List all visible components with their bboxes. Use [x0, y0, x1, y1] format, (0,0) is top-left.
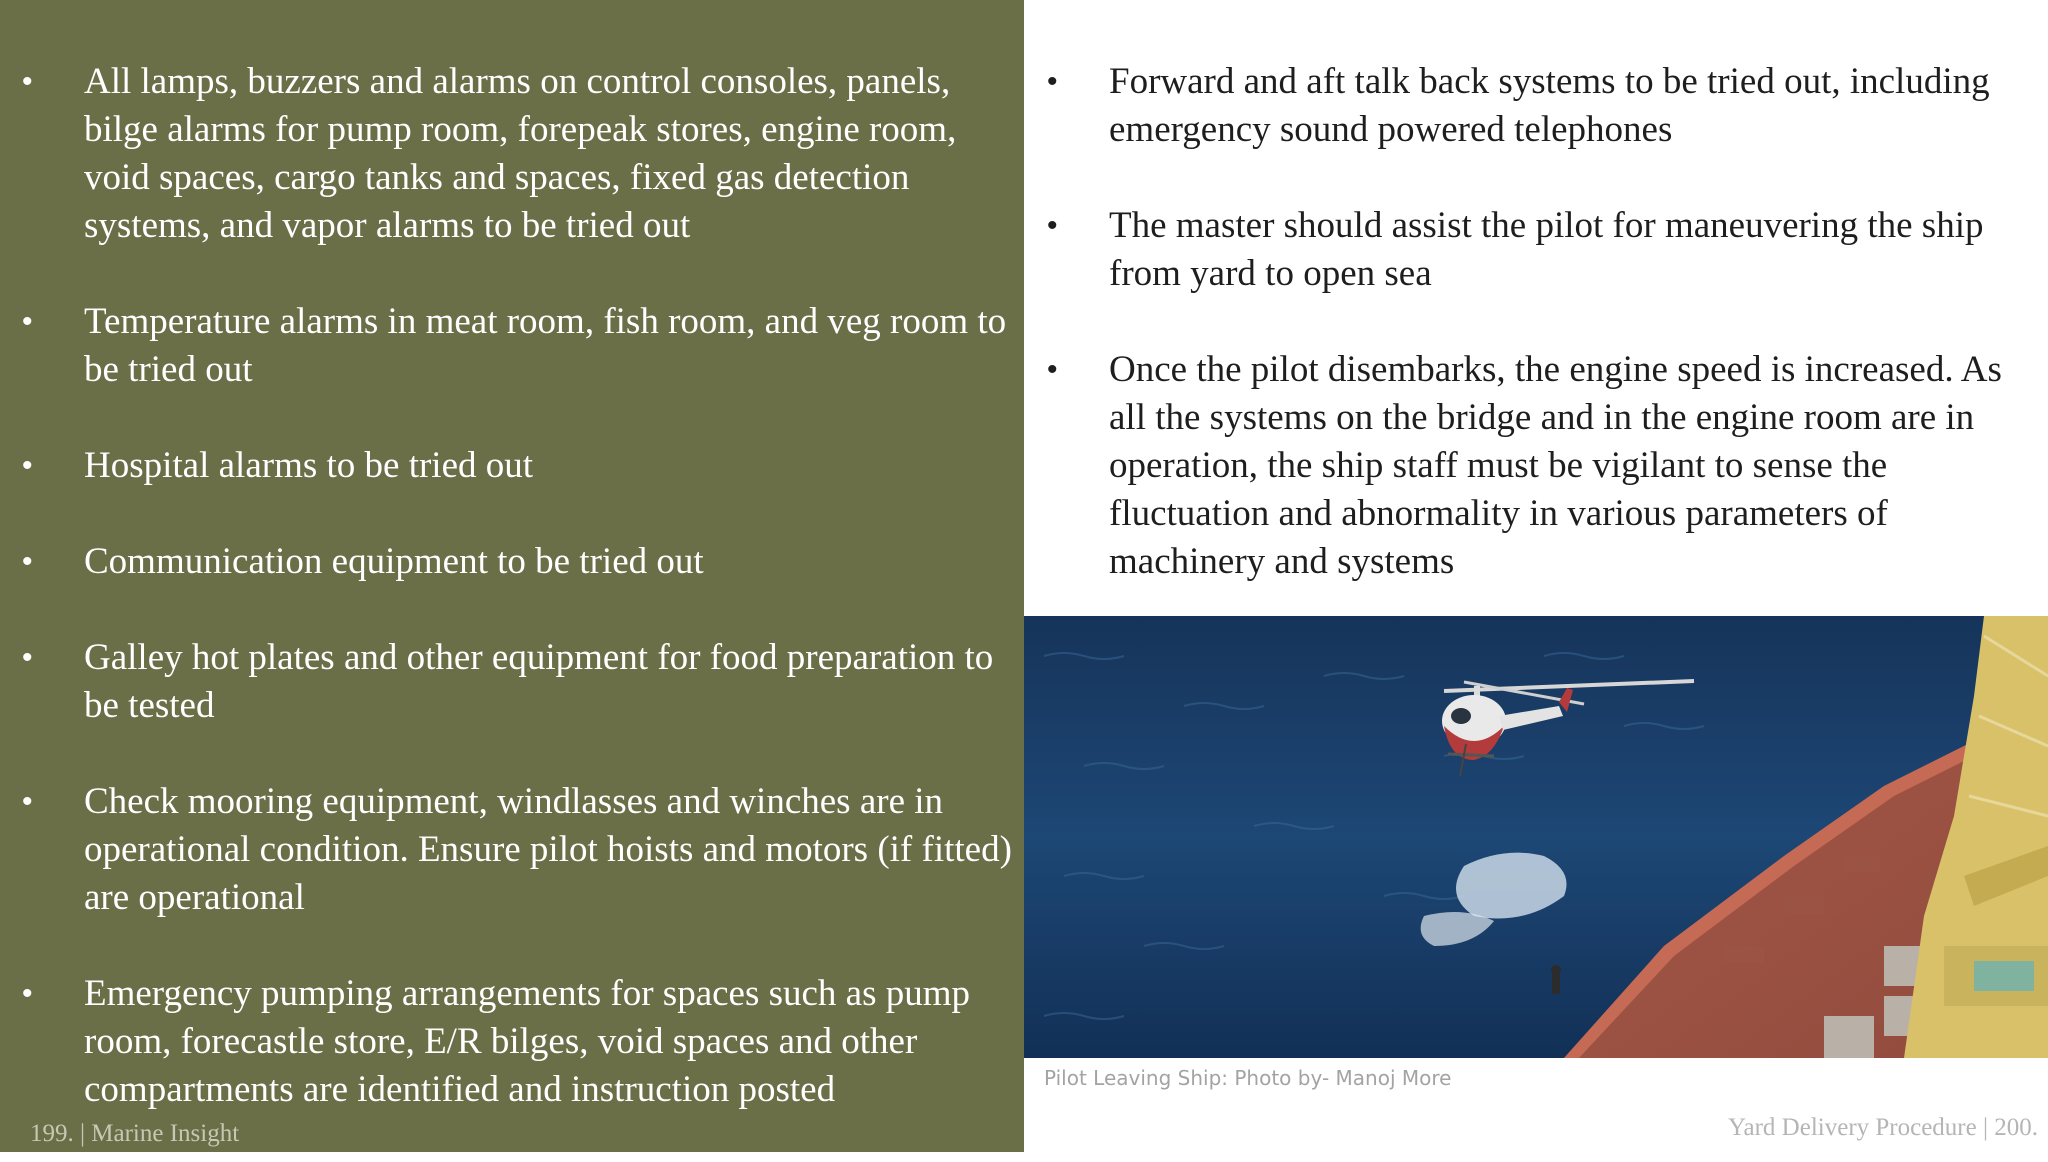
left-bullet-list	[22, 58, 1014, 1162]
list-item	[22, 634, 1014, 730]
list-item	[22, 442, 1014, 490]
bullet-glyph: •	[1047, 353, 1058, 386]
list-item	[1047, 202, 2044, 298]
bullet-text: Galley hot plates and other equipment for food preparation to be tested	[84, 637, 994, 726]
bullet-glyph: •	[22, 785, 33, 818]
bullet-glyph: •	[22, 977, 33, 1010]
bullet-text: Communication equipment to be tried out	[84, 541, 704, 582]
bullet-glyph: •	[22, 65, 33, 98]
list-item	[1047, 58, 2044, 154]
bullet-text: Forward and aft talk back systems to be tried out, including emergency sound powered telephones	[1109, 61, 1990, 150]
ship-photo	[1024, 616, 2048, 1058]
bullet-glyph: •	[22, 545, 33, 578]
bullet-text: Emergency pumping arrangements for spaces such as pump room, forecastle store, E/R bilges, void spaces and other compartments are identified and instruction posted	[84, 973, 971, 1110]
bullet-glyph: •	[22, 305, 33, 338]
bullet-glyph: •	[1047, 209, 1058, 242]
list-item	[22, 778, 1014, 922]
bullet-glyph: •	[22, 449, 33, 482]
page-footer-left: 199. | Marine Insight	[30, 1120, 240, 1147]
right-bullet-list	[1047, 58, 2044, 634]
bullet-text: The master should assist the pilot for maneuvering the ship from yard to open sea	[1109, 205, 1984, 294]
right-page	[1024, 0, 2048, 1152]
bullet-text: All lamps, buzzers and alarms on control consoles, panels, bilge alarms for pump room, forepeak stores, engine room, void spaces, cargo tanks and spaces, fixed gas detection systems, and vapor alarms to be tried out	[84, 61, 957, 246]
list-item	[22, 538, 1014, 586]
list-item	[1047, 346, 2044, 586]
photo-caption: Pilot Leaving Ship: Photo by- Manoj More	[1044, 1066, 1452, 1090]
list-item	[22, 970, 1014, 1114]
page-footer-right: Yard Delivery Procedure | 200.	[1727, 1114, 2038, 1141]
bullet-text: Check mooring equipment, windlasses and winches are in operational condition. Ensure pilot hoists and motors (if fitted) are operational	[84, 781, 1012, 918]
bullet-text: Temperature alarms in meat room, fish room, and veg room to be tried out	[84, 301, 1007, 390]
bullet-glyph: •	[22, 641, 33, 674]
left-page	[0, 0, 1024, 1152]
list-item	[22, 298, 1014, 394]
list-item	[22, 58, 1014, 250]
bullet-text: Once the pilot disembarks, the engine speed is increased. As all the systems on the bridge and in the engine room are in operation, the ship staff must be vigilant to sense the fluctuation and abnormality in various parameters of machinery and systems	[1109, 349, 2002, 582]
helicopter-over-ship-illustration	[1024, 616, 2048, 1058]
bullet-text: Hospital alarms to be tried out	[84, 445, 534, 486]
bullet-glyph: •	[1047, 65, 1058, 98]
